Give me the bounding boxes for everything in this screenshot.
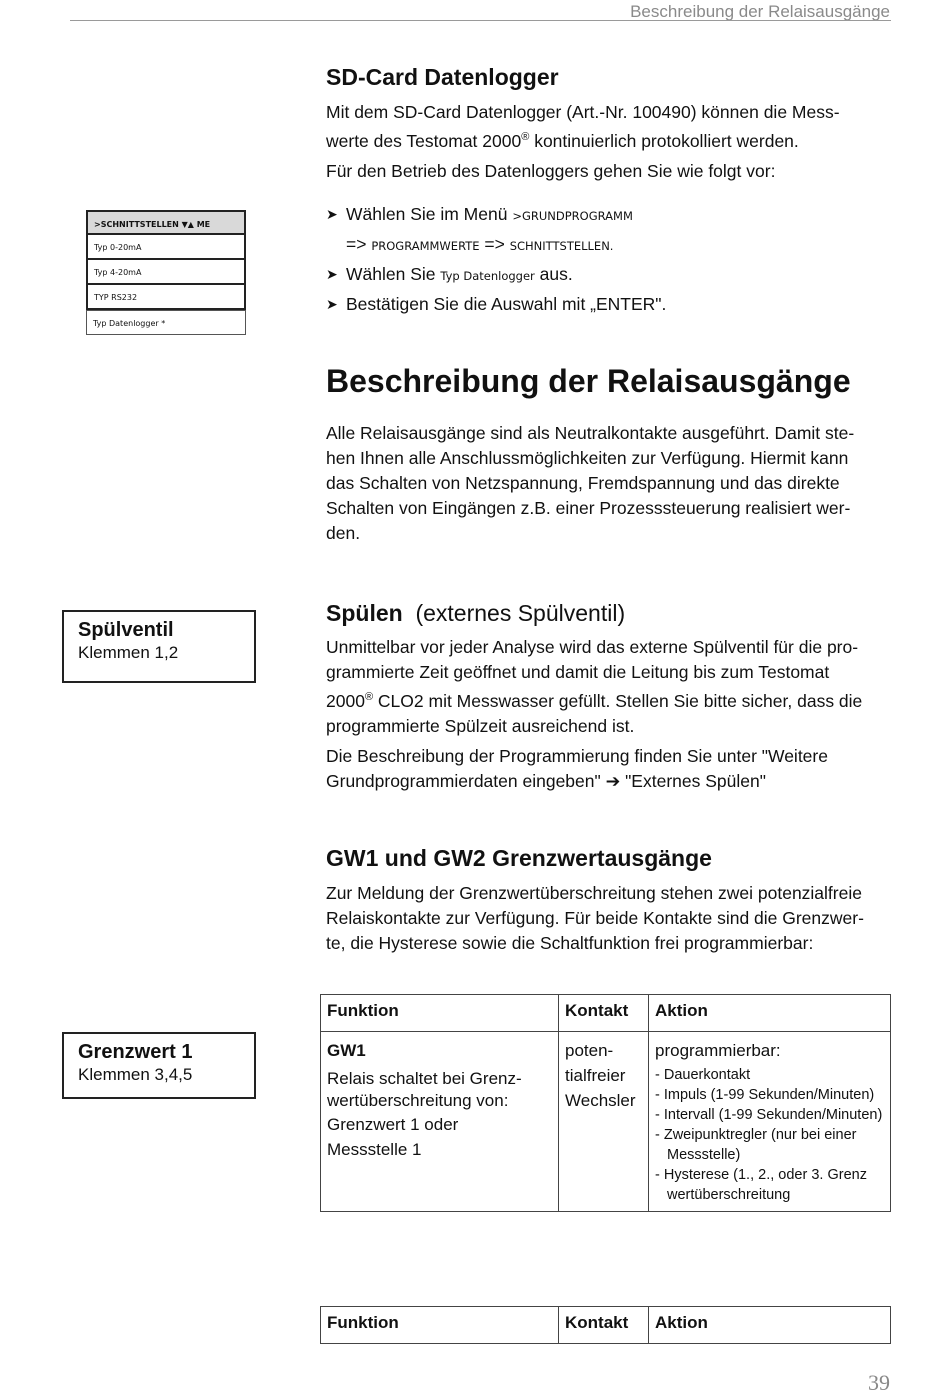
cell-aktion: programmierbar: - Dauerkontakt - Impuls (1-99 Sekunden/Minuten) - Intervall (1-99 Sekunden/Minuten) - Zweipunktregler (nur bei einer Messstelle) - Hysterese (1., 2., oder 3. Grenz wertüberschreitung xyxy=(649,1032,891,1212)
grenzwert-box-title: Grenzwert 1 xyxy=(78,1041,193,1063)
column-header-kontakt: Kontakt xyxy=(559,995,649,1032)
arrow-right-icon: ➤ xyxy=(326,266,338,282)
menu-item-typ-4-20ma: Typ 4-20mA xyxy=(86,260,246,285)
spuelventil-box-title: Spülventil xyxy=(78,619,174,641)
relais-section-title: Beschreibung der Relaisausgänge xyxy=(326,363,851,399)
table-header-row xyxy=(321,995,891,1032)
sd-card-title: SD-Card Datenlogger xyxy=(326,64,559,90)
arrow-right-icon: ➤ xyxy=(326,206,338,222)
spuelventil-box xyxy=(62,610,256,683)
step-1-continued: => PROGRAMMWERTE => SCHNITTSTELLEN. xyxy=(346,234,614,254)
sd-card-intro: Mit dem SD-Card Datenlogger (Art.-Nr. 100490) können die Mess- werte des Testomat 2000® kontinuierlich protokolliert werden. Für den Betrieb des Datenloggers gehen Sie wie folgt vor: xyxy=(326,102,840,181)
gw-paragraph: Zur Meldung der Grenzwertüberschreitung stehen zwei potenzialfreie Relaiskontakte zur Verfügung. Für beide Kontakte sind die Grenzwer- te, die Hysterese sowie die Schaltfunktion frei programmierbar: xyxy=(326,883,864,953)
running-header: Beschreibung der Relaisausgänge xyxy=(630,2,890,21)
cell-funktion: GW1 Relais schaltet bei Grenz- wertüberschreitung von: Grenzwert 1 oder Messstelle 1 xyxy=(321,1032,559,1212)
step-3: ➤ Bestätigen Sie die Auswahl mit „ENTER". xyxy=(326,291,886,321)
page-number: 39 xyxy=(868,1370,890,1395)
spuelen-paragraph: Unmittelbar vor jeder Analyse wird das externe Spülventil für die pro- grammierte Zeit geöffnet und damit die Leitung bis zum Testomat 2000® CLO2 mit Messwasser gefüllt. Stellen Sie bitte sicher, dass die programmierte Spülzeit ausreichend ist. Die Beschreibung der Programmierung finden Sie unter "Weitere Grundprogrammierdaten eingeben" ➔ "Externes Spülen" xyxy=(326,637,863,791)
header-rule xyxy=(70,20,891,21)
grenzwert-box xyxy=(62,1032,256,1099)
menu-item-typ-rs232: TYP RS232 xyxy=(86,285,246,310)
column-header-funktion: Funktion xyxy=(321,1307,559,1344)
column-header-kontakt: Kontakt xyxy=(559,1307,649,1344)
table-header-row xyxy=(321,1307,891,1344)
spuelen-heading: Spülen (externes Spülventil) xyxy=(326,600,626,626)
spuelventil-box-subtitle: Klemmen 1,2 xyxy=(78,643,179,662)
second-function-table xyxy=(320,1306,891,1344)
arrow-right-icon: ➤ xyxy=(326,296,338,312)
cell-kontakt: poten- tialfreier Wechsler xyxy=(559,1032,649,1212)
menu-header: >SCHNITTSTELLEN ▼▲ ME xyxy=(86,210,246,235)
column-header-aktion: Aktion xyxy=(649,1307,891,1344)
table-row xyxy=(321,1032,891,1212)
menu-item-typ-datenlogger: Typ Datenlogger * xyxy=(86,310,246,335)
display-menu-box xyxy=(86,210,246,335)
step-2: ➤ Wählen Sie Typ Datenlogger aus. xyxy=(326,261,886,291)
menu-item-typ-0-20ma: Typ 0-20mA xyxy=(86,235,246,260)
gw-section-title: GW1 und GW2 Grenzwertausgänge xyxy=(326,845,712,871)
gw1-function-table xyxy=(320,994,891,1212)
column-header-funktion: Funktion xyxy=(321,995,559,1032)
column-header-aktion: Aktion xyxy=(649,995,891,1032)
step-1: ➤ Wählen Sie im Menü >GRUNDPROGRAMM xyxy=(326,201,886,231)
sd-card-steps xyxy=(326,201,886,321)
grenzwert-box-subtitle: Klemmen 3,4,5 xyxy=(78,1065,193,1084)
relais-paragraph: Alle Relaisausgänge sind als Neutralkontakte ausgeführt. Damit ste- hen Ihnen alle Anschlussmöglichkeiten zur Verfügung. Hiermit kann das Schalten von Netzspannung, Fremdspannung und das direkte Schalten von Eingängen z.B. einer Prozesssteuerung realisiert wer- den. xyxy=(326,423,855,543)
